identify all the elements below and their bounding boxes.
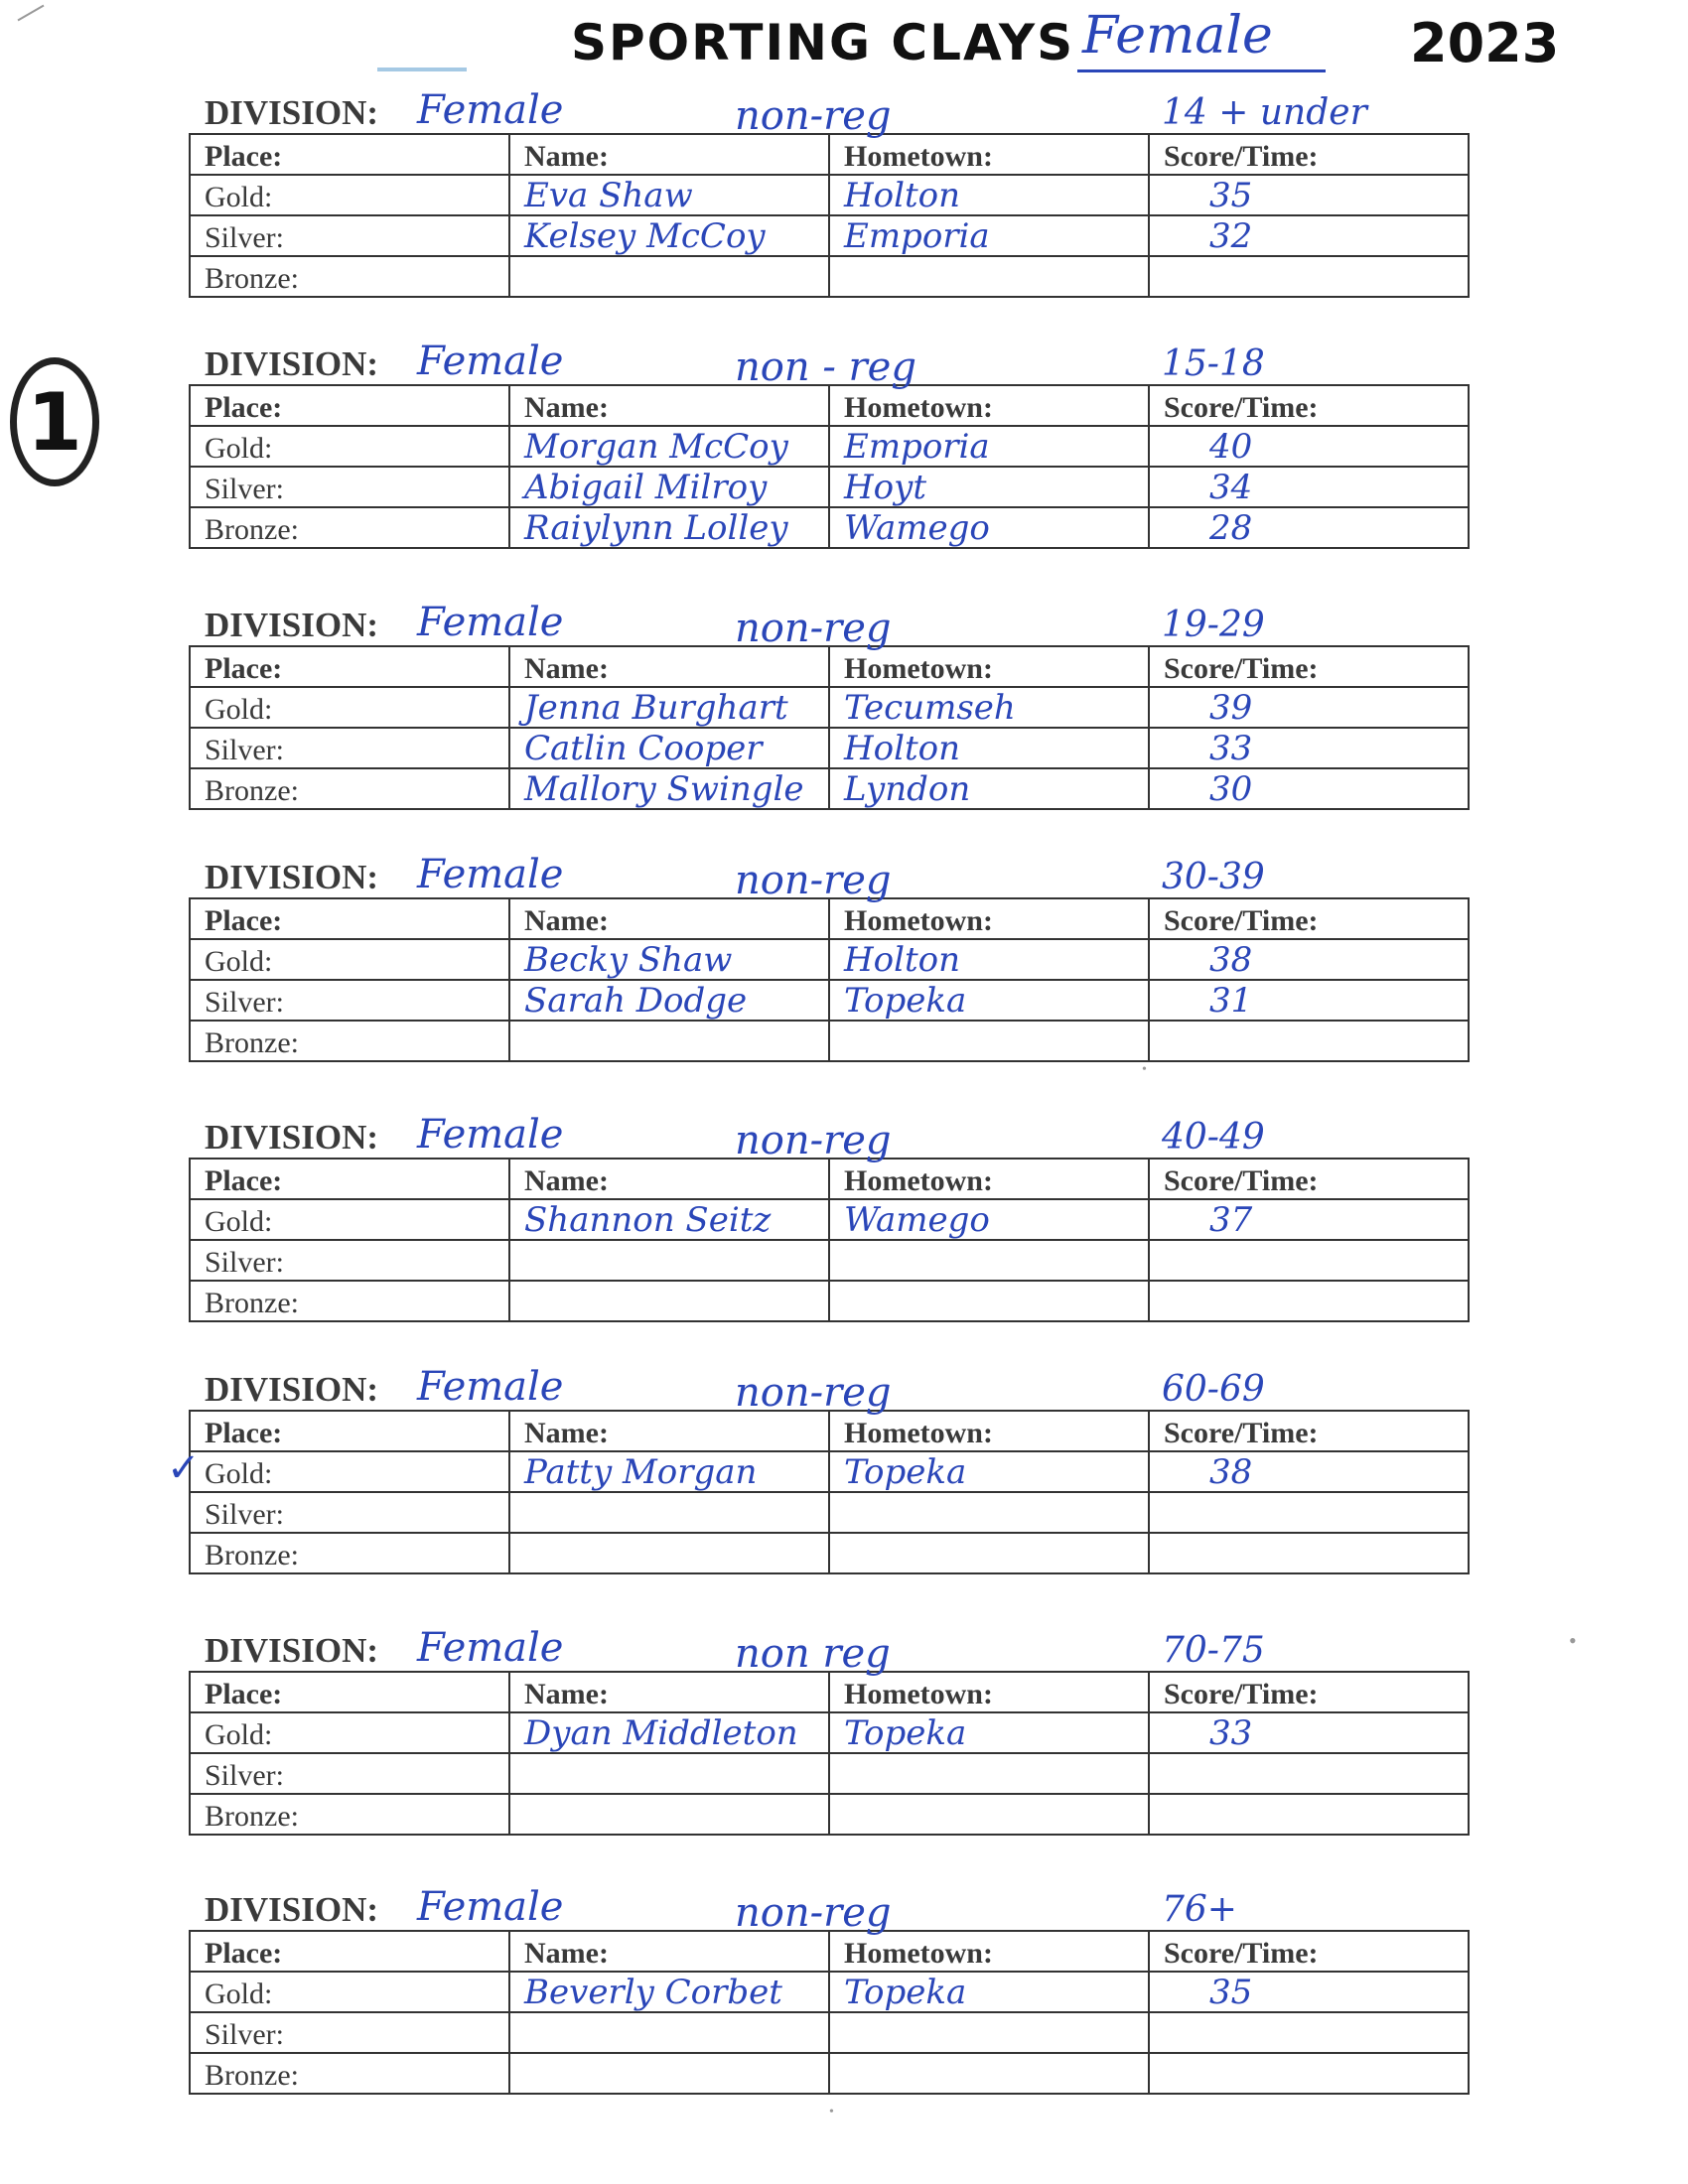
score-cell-value: 34: [1209, 468, 1253, 507]
table-header-row: [190, 646, 1469, 687]
place-cell: Bronze:: [190, 507, 509, 548]
place-header: Place:: [190, 134, 509, 175]
division-age: 60-69: [1162, 1369, 1265, 1410]
division-label: DIVISION:: [205, 858, 379, 896]
form-gender: Female: [1082, 6, 1273, 66]
division-block-7: [189, 1625, 1470, 1836]
score-header: Score/Time:: [1149, 898, 1469, 939]
ink-smudge: [377, 68, 467, 71]
name-cell-value: Abigail Milroy: [524, 468, 768, 507]
table-header-row: [190, 134, 1469, 175]
score-cell: [1149, 939, 1469, 980]
score-cell-value: [1190, 1795, 1209, 1835]
place-cell: Gold:: [190, 687, 509, 728]
division-label: DIVISION:: [205, 93, 379, 132]
results-table: [189, 897, 1470, 1062]
score-header: Score/Time:: [1149, 134, 1469, 175]
score-cell: [1149, 1240, 1469, 1281]
place-header: Place:: [190, 646, 509, 687]
name-cell: [509, 2012, 829, 2053]
hometown-cell: [829, 1712, 1149, 1753]
division-heading: [189, 600, 1470, 651]
place-cell: Gold:: [190, 1972, 509, 2012]
score-cell: [1149, 426, 1469, 467]
place-cell: Silver:: [190, 980, 509, 1021]
place-cell: Silver:: [190, 1492, 509, 1533]
score-cell-value: [1190, 1534, 1209, 1573]
table-header-row: [190, 1159, 1469, 1199]
name-cell: [509, 1492, 829, 1533]
place-cell: Silver:: [190, 1753, 509, 1794]
form-title: SPORTING CLAYS: [571, 14, 1075, 71]
table-row: [190, 980, 1469, 1021]
division-age: 76+: [1162, 1889, 1237, 1930]
table-row: [190, 1533, 1469, 1573]
table-row: [190, 1753, 1469, 1794]
division-class: non-reg: [735, 606, 892, 651]
division-heading: [189, 1625, 1470, 1677]
name-cell-value: Raiylynn Lolley: [524, 508, 788, 548]
score-cell: [1149, 1533, 1469, 1573]
results-table: [189, 1158, 1470, 1322]
place-cell: Silver:: [190, 467, 509, 507]
results-table: [189, 645, 1470, 810]
results-table: [189, 384, 1470, 549]
name-cell: [509, 256, 829, 297]
score-cell: [1149, 1199, 1469, 1240]
table-header-row: [190, 898, 1469, 939]
score-cell: [1149, 1753, 1469, 1794]
score-header: Score/Time:: [1149, 1931, 1469, 1972]
name-cell: [509, 1972, 829, 2012]
division-label: DIVISION:: [205, 1370, 379, 1409]
score-cell: [1149, 1021, 1469, 1061]
table-row: [190, 1281, 1469, 1321]
division-age: 70-75: [1162, 1630, 1265, 1671]
place-cell: Silver:: [190, 728, 509, 768]
hometown-cell: [829, 256, 1149, 297]
table-row: [190, 2053, 1469, 2094]
division-block-4: [189, 852, 1470, 1062]
hometown-cell-value: Topeka: [844, 1713, 967, 1753]
name-cell-value: Becky Shaw: [524, 940, 733, 980]
score-cell-value: 37: [1209, 1200, 1253, 1240]
name-header: Name:: [509, 1411, 829, 1451]
hometown-cell: [829, 2053, 1149, 2094]
table-header-row: [190, 1411, 1469, 1451]
hometown-cell: [829, 1972, 1149, 2012]
scan-speck: •: [829, 2105, 834, 2119]
hometown-cell: [829, 1240, 1149, 1281]
score-cell-value: 40: [1209, 427, 1253, 467]
name-cell-value: Eva Shaw: [524, 176, 693, 215]
hometown-cell-value: Hoyt: [844, 468, 926, 507]
score-cell-value: 32: [1209, 216, 1253, 256]
score-cell-value: [1190, 1282, 1209, 1321]
score-cell: [1149, 2053, 1469, 2094]
division-class: non-reg: [735, 1370, 892, 1416]
name-cell: [509, 1199, 829, 1240]
hometown-cell: [829, 1021, 1149, 1061]
hometown-header: Hometown:: [829, 646, 1149, 687]
division-label: DIVISION:: [205, 1118, 379, 1157]
hometown-cell: [829, 1281, 1149, 1321]
hometown-cell: [829, 467, 1149, 507]
hometown-header: Hometown:: [829, 1159, 1149, 1199]
scan-speck: •: [1569, 1628, 1577, 1653]
score-cell-value: [1190, 2054, 1209, 2094]
score-header: Score/Time:: [1149, 1411, 1469, 1451]
hometown-cell: [829, 768, 1149, 809]
place-cell: Gold:: [190, 426, 509, 467]
name-header: Name:: [509, 1672, 829, 1712]
hometown-cell: [829, 215, 1149, 256]
division-class: non-reg: [735, 1890, 892, 1936]
place-cell: Silver:: [190, 2012, 509, 2053]
gender-underline: [1077, 69, 1326, 72]
division-gender: Female: [417, 1884, 564, 1930]
name-cell: [509, 507, 829, 548]
score-cell: [1149, 687, 1469, 728]
name-cell-value: Dyan Middleton: [524, 1713, 798, 1753]
score-header: Score/Time:: [1149, 385, 1469, 426]
hometown-cell: [829, 1451, 1149, 1492]
results-table: [189, 1410, 1470, 1574]
name-header: Name:: [509, 134, 829, 175]
score-cell: [1149, 1451, 1469, 1492]
division-class: non reg: [735, 1631, 891, 1677]
hometown-cell-value: Emporia: [844, 216, 990, 256]
hometown-cell-value: Tecumseh: [844, 688, 1016, 728]
table-row: [190, 1021, 1469, 1061]
table-row: [190, 1972, 1469, 2012]
name-cell: [509, 175, 829, 215]
name-cell: [509, 768, 829, 809]
hometown-cell: [829, 939, 1149, 980]
page-number-circle: [10, 357, 99, 486]
division-age: 30-39: [1162, 857, 1265, 897]
hometown-cell: [829, 1533, 1149, 1573]
division-block-1: [189, 87, 1470, 298]
table-row: [190, 728, 1469, 768]
results-table: [189, 1930, 1470, 2095]
hometown-header: Hometown:: [829, 385, 1149, 426]
hometown-cell-value: Emporia: [844, 427, 990, 467]
checkmark-icon: ✓: [167, 1445, 201, 1490]
score-cell-value: 38: [1209, 940, 1253, 980]
score-cell: [1149, 467, 1469, 507]
score-cell: [1149, 1972, 1469, 2012]
score-cell-value: [1190, 1754, 1209, 1794]
hometown-cell-value: Lyndon: [844, 769, 971, 809]
score-cell-value: 38: [1209, 1452, 1253, 1492]
score-cell-value: [1190, 257, 1209, 297]
division-heading: [189, 339, 1470, 390]
score-cell: [1149, 215, 1469, 256]
table-row: [190, 467, 1469, 507]
division-heading: [189, 87, 1470, 139]
page-number: 1: [27, 375, 82, 469]
name-cell: [509, 1451, 829, 1492]
hometown-cell-value: Topeka: [844, 981, 967, 1021]
division-age: 19-29: [1162, 605, 1265, 645]
name-cell: [509, 980, 829, 1021]
scan-mark: [18, 5, 45, 22]
division-age: 15-18: [1162, 343, 1265, 384]
score-cell: [1149, 1712, 1469, 1753]
table-row: [190, 2012, 1469, 2053]
division-block-2: [189, 339, 1470, 549]
name-cell-value: Patty Morgan: [524, 1452, 758, 1492]
place-cell: Silver:: [190, 1240, 509, 1281]
score-header: Score/Time:: [1149, 646, 1469, 687]
name-cell-value: Shannon Seitz: [524, 1200, 772, 1240]
division-label: DIVISION:: [205, 1631, 379, 1670]
score-cell-value: 35: [1209, 1973, 1253, 2012]
place-cell: Gold:: [190, 1199, 509, 1240]
hometown-cell-value: Topeka: [844, 1452, 967, 1492]
place-cell: Bronze:: [190, 256, 509, 297]
place-cell: Bronze:: [190, 1794, 509, 1835]
score-cell-value: 31: [1209, 981, 1253, 1021]
division-label: DIVISION:: [205, 1890, 379, 1929]
name-cell-value: Jenna Burghart: [524, 688, 788, 728]
table-row: [190, 1240, 1469, 1281]
name-cell: [509, 467, 829, 507]
score-cell-value: [1190, 1241, 1209, 1281]
division-class: non-reg: [735, 1118, 892, 1163]
place-header: Place:: [190, 385, 509, 426]
hometown-header: Hometown:: [829, 898, 1149, 939]
hometown-cell-value: Holton: [844, 729, 961, 768]
score-cell: [1149, 175, 1469, 215]
name-cell: [509, 939, 829, 980]
division-gender: Female: [417, 600, 564, 645]
place-header: Place:: [190, 898, 509, 939]
table-row: [190, 1492, 1469, 1533]
division-heading: [189, 1364, 1470, 1416]
score-cell-value: [1190, 1493, 1209, 1533]
name-cell: [509, 1753, 829, 1794]
division-gender: Female: [417, 1112, 564, 1158]
score-cell-value: 39: [1209, 688, 1253, 728]
name-cell: [509, 1021, 829, 1061]
division-class: non-reg: [735, 93, 892, 139]
hometown-cell-value: Holton: [844, 176, 961, 215]
name-cell-value: Mallory Swingle: [524, 769, 804, 809]
results-table: [189, 133, 1470, 298]
score-header: Score/Time:: [1149, 1672, 1469, 1712]
name-cell: [509, 426, 829, 467]
hometown-cell-value: Topeka: [844, 1973, 967, 2012]
division-block-6: [189, 1364, 1470, 1574]
scan-speck: •: [1142, 1062, 1147, 1077]
table-row: [190, 215, 1469, 256]
score-cell-value: 33: [1209, 1713, 1253, 1753]
hometown-cell: [829, 1753, 1149, 1794]
name-cell: [509, 215, 829, 256]
name-cell-value: Morgan McCoy: [524, 427, 788, 467]
score-header: Score/Time:: [1149, 1159, 1469, 1199]
place-cell: Gold:: [190, 175, 509, 215]
place-cell: Gold:: [190, 1712, 509, 1753]
name-cell: [509, 1794, 829, 1835]
division-age: 14 + under: [1162, 92, 1367, 133]
place-cell: Silver:: [190, 215, 509, 256]
table-row: [190, 1712, 1469, 1753]
place-cell: Bronze:: [190, 1021, 509, 1061]
table-row: [190, 507, 1469, 548]
score-cell-value: 28: [1209, 508, 1253, 548]
name-cell: [509, 728, 829, 768]
name-header: Name:: [509, 1931, 829, 1972]
name-cell: [509, 1533, 829, 1573]
place-header: Place:: [190, 1159, 509, 1199]
results-table: [189, 1671, 1470, 1836]
table-row: [190, 426, 1469, 467]
hometown-cell: [829, 1794, 1149, 1835]
division-gender: Female: [417, 87, 564, 133]
score-cell: [1149, 768, 1469, 809]
name-cell: [509, 1240, 829, 1281]
division-gender: Female: [417, 339, 564, 384]
division-block-3: [189, 600, 1470, 810]
hometown-header: Hometown:: [829, 1411, 1149, 1451]
hometown-cell: [829, 687, 1149, 728]
division-heading: [189, 1884, 1470, 1936]
division-gender: Female: [417, 1364, 564, 1410]
place-cell: Bronze:: [190, 2053, 509, 2094]
hometown-cell: [829, 1199, 1149, 1240]
score-cell: [1149, 728, 1469, 768]
table-row: [190, 768, 1469, 809]
hometown-header: Hometown:: [829, 134, 1149, 175]
name-cell: [509, 687, 829, 728]
name-header: Name:: [509, 898, 829, 939]
score-cell: [1149, 1794, 1469, 1835]
name-header: Name:: [509, 646, 829, 687]
table-row: [190, 1199, 1469, 1240]
score-cell: [1149, 2012, 1469, 2053]
place-header: Place:: [190, 1931, 509, 1972]
form-year: 2023: [1410, 12, 1560, 74]
name-header: Name:: [509, 385, 829, 426]
table-header-row: [190, 1931, 1469, 1972]
name-cell-value: Beverly Corbet: [524, 1973, 782, 2012]
hometown-cell-value: Wamego: [844, 508, 990, 548]
division-gender: Female: [417, 852, 564, 897]
name-cell: [509, 2053, 829, 2094]
place-cell: Gold:: [190, 1451, 509, 1492]
score-cell-value: 33: [1209, 729, 1253, 768]
place-cell: Gold:: [190, 939, 509, 980]
name-cell-value: Catlin Cooper: [524, 729, 763, 768]
score-cell: [1149, 980, 1469, 1021]
name-header: Name:: [509, 1159, 829, 1199]
hometown-cell: [829, 1492, 1149, 1533]
hometown-header: Hometown:: [829, 1672, 1149, 1712]
division-heading: [189, 1112, 1470, 1163]
hometown-cell: [829, 2012, 1149, 2053]
place-cell: Bronze:: [190, 1281, 509, 1321]
table-row: [190, 1794, 1469, 1835]
table-row: [190, 1451, 1469, 1492]
score-cell-value: 30: [1209, 769, 1253, 809]
division-heading: [189, 852, 1470, 903]
division-block-8: [189, 1884, 1470, 2095]
hometown-cell: [829, 175, 1149, 215]
hometown-cell-value: Wamego: [844, 1200, 990, 1240]
division-class: non-reg: [735, 858, 892, 903]
table-row: [190, 175, 1469, 215]
table-header-row: [190, 1672, 1469, 1712]
division-gender: Female: [417, 1625, 564, 1671]
score-cell: [1149, 1492, 1469, 1533]
score-cell-value: 35: [1209, 176, 1253, 215]
hometown-cell: [829, 980, 1149, 1021]
hometown-header: Hometown:: [829, 1931, 1149, 1972]
table-header-row: [190, 385, 1469, 426]
place-cell: Bronze:: [190, 768, 509, 809]
hometown-cell: [829, 426, 1149, 467]
score-cell: [1149, 1281, 1469, 1321]
score-cell-value: [1190, 1022, 1209, 1061]
table-row: [190, 256, 1469, 297]
name-cell-value: Sarah Dodge: [524, 981, 748, 1021]
hometown-cell: [829, 728, 1149, 768]
name-cell-value: Kelsey McCoy: [524, 216, 766, 256]
place-cell: Bronze:: [190, 1533, 509, 1573]
name-cell: [509, 1712, 829, 1753]
score-cell-value: [1190, 2013, 1209, 2053]
place-header: Place:: [190, 1672, 509, 1712]
hometown-cell-value: Holton: [844, 940, 961, 980]
table-row: [190, 939, 1469, 980]
division-age: 40-49: [1162, 1117, 1265, 1158]
division-label: DIVISION:: [205, 344, 379, 383]
division-class: non - reg: [735, 344, 916, 390]
division-label: DIVISION:: [205, 606, 379, 644]
table-row: [190, 687, 1469, 728]
name-cell: [509, 1281, 829, 1321]
division-block-5: [189, 1112, 1470, 1322]
score-cell: [1149, 507, 1469, 548]
hometown-cell: [829, 507, 1149, 548]
place-header: Place:: [190, 1411, 509, 1451]
score-cell: [1149, 256, 1469, 297]
